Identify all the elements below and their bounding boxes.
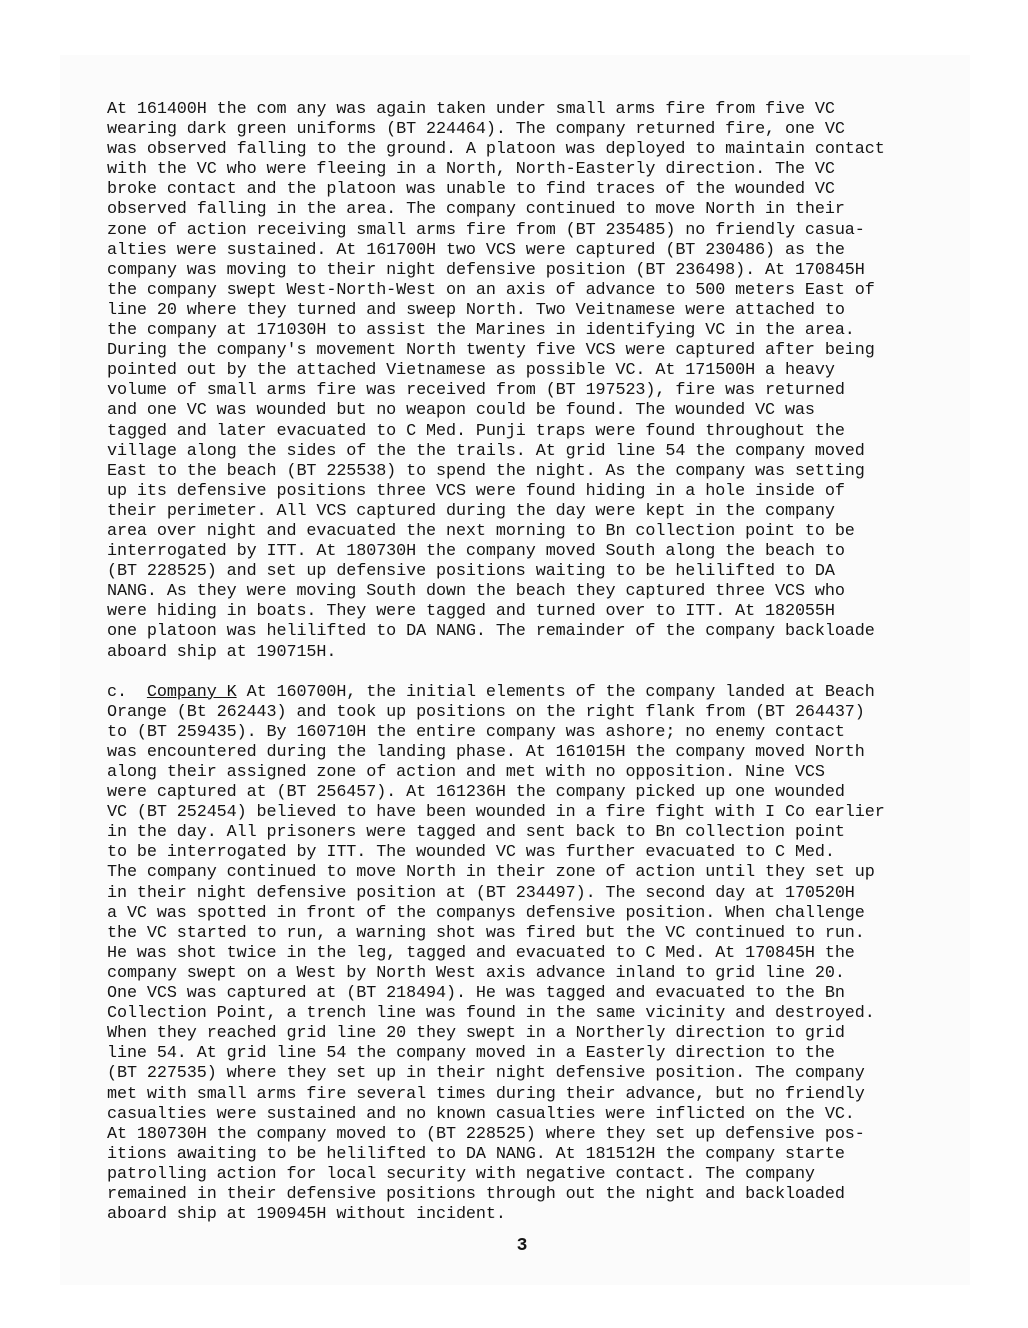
text-line: The company continued to move North in their zone of action until they set up: [107, 863, 875, 883]
text-line: was observed falling to the ground. A platoon was deployed to maintain contact: [107, 140, 885, 160]
text-line: VC (BT 252454) believed to have been wounded in a fire fight with I Co earlier: [107, 803, 885, 823]
text-line: the company at 171030H to assist the Marines in identifying VC in the area.: [107, 321, 855, 341]
first-line-text: At 160700H, the initial elements of the company landed at Beach: [236, 682, 875, 702]
section-letter: c.: [107, 682, 147, 702]
text-line: village along the sides of the the trails. At grid line 54 the company moved: [107, 441, 865, 461]
page-number: 3: [516, 1236, 528, 1256]
text-line: zone of action receiving small arms fire from (BT 235485) no friendly casua-: [107, 220, 865, 240]
text-line: line 54. At grid line 54 the company moved in a Easterly direction to the: [107, 1044, 835, 1064]
text-line: casualties were sustained and no known casualties were inflicted on the VC.: [107, 1104, 855, 1124]
text-line: At 161400H the com any was again taken under small arms fire from five VC: [107, 100, 835, 119]
text-line: company swept on a West by North West axis advance inland to grid line 20.: [107, 963, 845, 983]
paragraph-gap: [107, 663, 907, 683]
text-line: to be interrogated by ITT. The wounded VC was further evacuated to C Med.: [107, 843, 835, 863]
text-line: observed falling in the area. The company continued to move North in their: [107, 200, 845, 220]
document-body: [107, 100, 907, 1225]
text-line: remained in their defensive positions through out the night and backloaded: [107, 1184, 845, 1204]
text-line: one platoon was helilifted to DA NANG. The remainder of the company backloade: [107, 622, 875, 642]
text-line: were hiding in boats. They were tagged and turned over to ITT. At 182055H: [107, 602, 835, 622]
text-line: itions awaiting to be helilifted to DA NANG. At 181512H the company starte: [107, 1144, 845, 1164]
text-line: to (BT 259435). By 160710H the entire company was ashore; no enemy contact: [107, 722, 845, 742]
paragraph-first-line: [107, 683, 907, 703]
text-line: were captured at (BT 256457). At 161236H the company picked up one wounded: [107, 783, 845, 803]
text-line: (BT 228525) and set up defensive positions waiting to be helilifted to DA: [107, 562, 835, 582]
text-line: was encountered during the landing phase. At 161015H the company moved North: [107, 742, 865, 762]
text-line: Collection Point, a trench line was found in the same vicinity and destroyed.: [107, 1004, 875, 1024]
text-line: aboard ship at 190945H without incident.: [107, 1205, 506, 1225]
section-heading: Company K: [146, 682, 237, 702]
text-line: aboard ship at 190715H.: [107, 642, 337, 662]
text-line: He was shot twice in the leg, tagged and evacuated to C Med. At 170845H the: [107, 943, 855, 963]
paragraph-company-k: [107, 683, 907, 1226]
text-line: company was moving to their night defensive position (BT 236498). At 170845H: [107, 260, 865, 280]
text-line: the company swept West-North-West on an axis of advance to 500 meters East of: [107, 280, 875, 300]
text-line: tagged and later evacuated to C Med. Punji traps were found throughout the: [107, 421, 845, 441]
text-line: patrolling action for local security with negative contact. The company: [107, 1164, 815, 1184]
text-line: broke contact and the platoon was unable to find traces of the wounded VC: [107, 180, 835, 200]
text-line: and one VC was wounded but no weapon could be found. The wounded VC was: [107, 401, 815, 421]
text-line: NANG. As they were moving South down the beach they captured three VCS who: [107, 582, 845, 602]
text-line: in the day. All prisoners were tagged and sent back to Bn collection point: [107, 823, 845, 843]
text-line: Orange (Bt 262443) and took up positions on the right flank from (BT 264437): [107, 702, 865, 722]
text-line: their perimeter. All VCS captured during the day were kept in the company: [107, 501, 835, 521]
text-line: with the VC who were fleeing in a North, North-Easterly direction. The VC: [107, 160, 835, 180]
text-line: a VC was spotted in front of the companys defensive position. When challenge: [107, 903, 865, 923]
text-line: One VCS was captured at (BT 218494). He was tagged and evacuated to the Bn: [107, 984, 845, 1004]
paragraph-company-i: [107, 100, 907, 663]
text-line: East to the beach (BT 225538) to spend the night. As the company was setting: [107, 461, 865, 481]
text-line: along their assigned zone of action and met with no opposition. Nine VCS: [107, 763, 825, 782]
text-line: wearing dark green uniforms (BT 224464). The company returned fire, one VC: [107, 120, 845, 140]
text-line: pointed out by the attached Vietnamese as possible VC. At 171500H a heavy: [107, 361, 835, 381]
text-line: in their night defensive position at (BT 234497). The second day at 170520H: [107, 883, 855, 903]
text-line: interrogated by ITT. At 180730H the company moved South along the beach to: [107, 542, 845, 562]
text-line: line 20 where they turned and sweep North. Two Veitnamese were attached to: [107, 300, 845, 320]
text-line: When they reached grid line 20 they swept in a Northerly direction to grid: [107, 1024, 845, 1044]
text-line: area over night and evacuated the next morning to Bn collection point to be: [107, 521, 855, 541]
text-line: the VC started to run, a warning shot was fired but the VC continued to run.: [107, 923, 865, 943]
text-line: At 180730H the company moved to (BT 228525) where they set up defensive pos-: [107, 1124, 865, 1144]
text-line: alties were sustained. At 161700H two VCS were captured (BT 230486) as the: [107, 240, 845, 260]
text-line: (BT 227535) where they set up in their night defensive position. The company: [107, 1064, 865, 1084]
text-line: volume of small arms fire was received from (BT 197523), fire was returned: [107, 381, 845, 401]
text-line: met with small arms fire several times during their advance, but no friendly: [107, 1084, 865, 1104]
text-line: up its defensive positions three VCS were found hiding in a hole inside of: [107, 481, 845, 501]
text-line: During the company's movement North twenty five VCS were captured after being: [107, 341, 875, 361]
